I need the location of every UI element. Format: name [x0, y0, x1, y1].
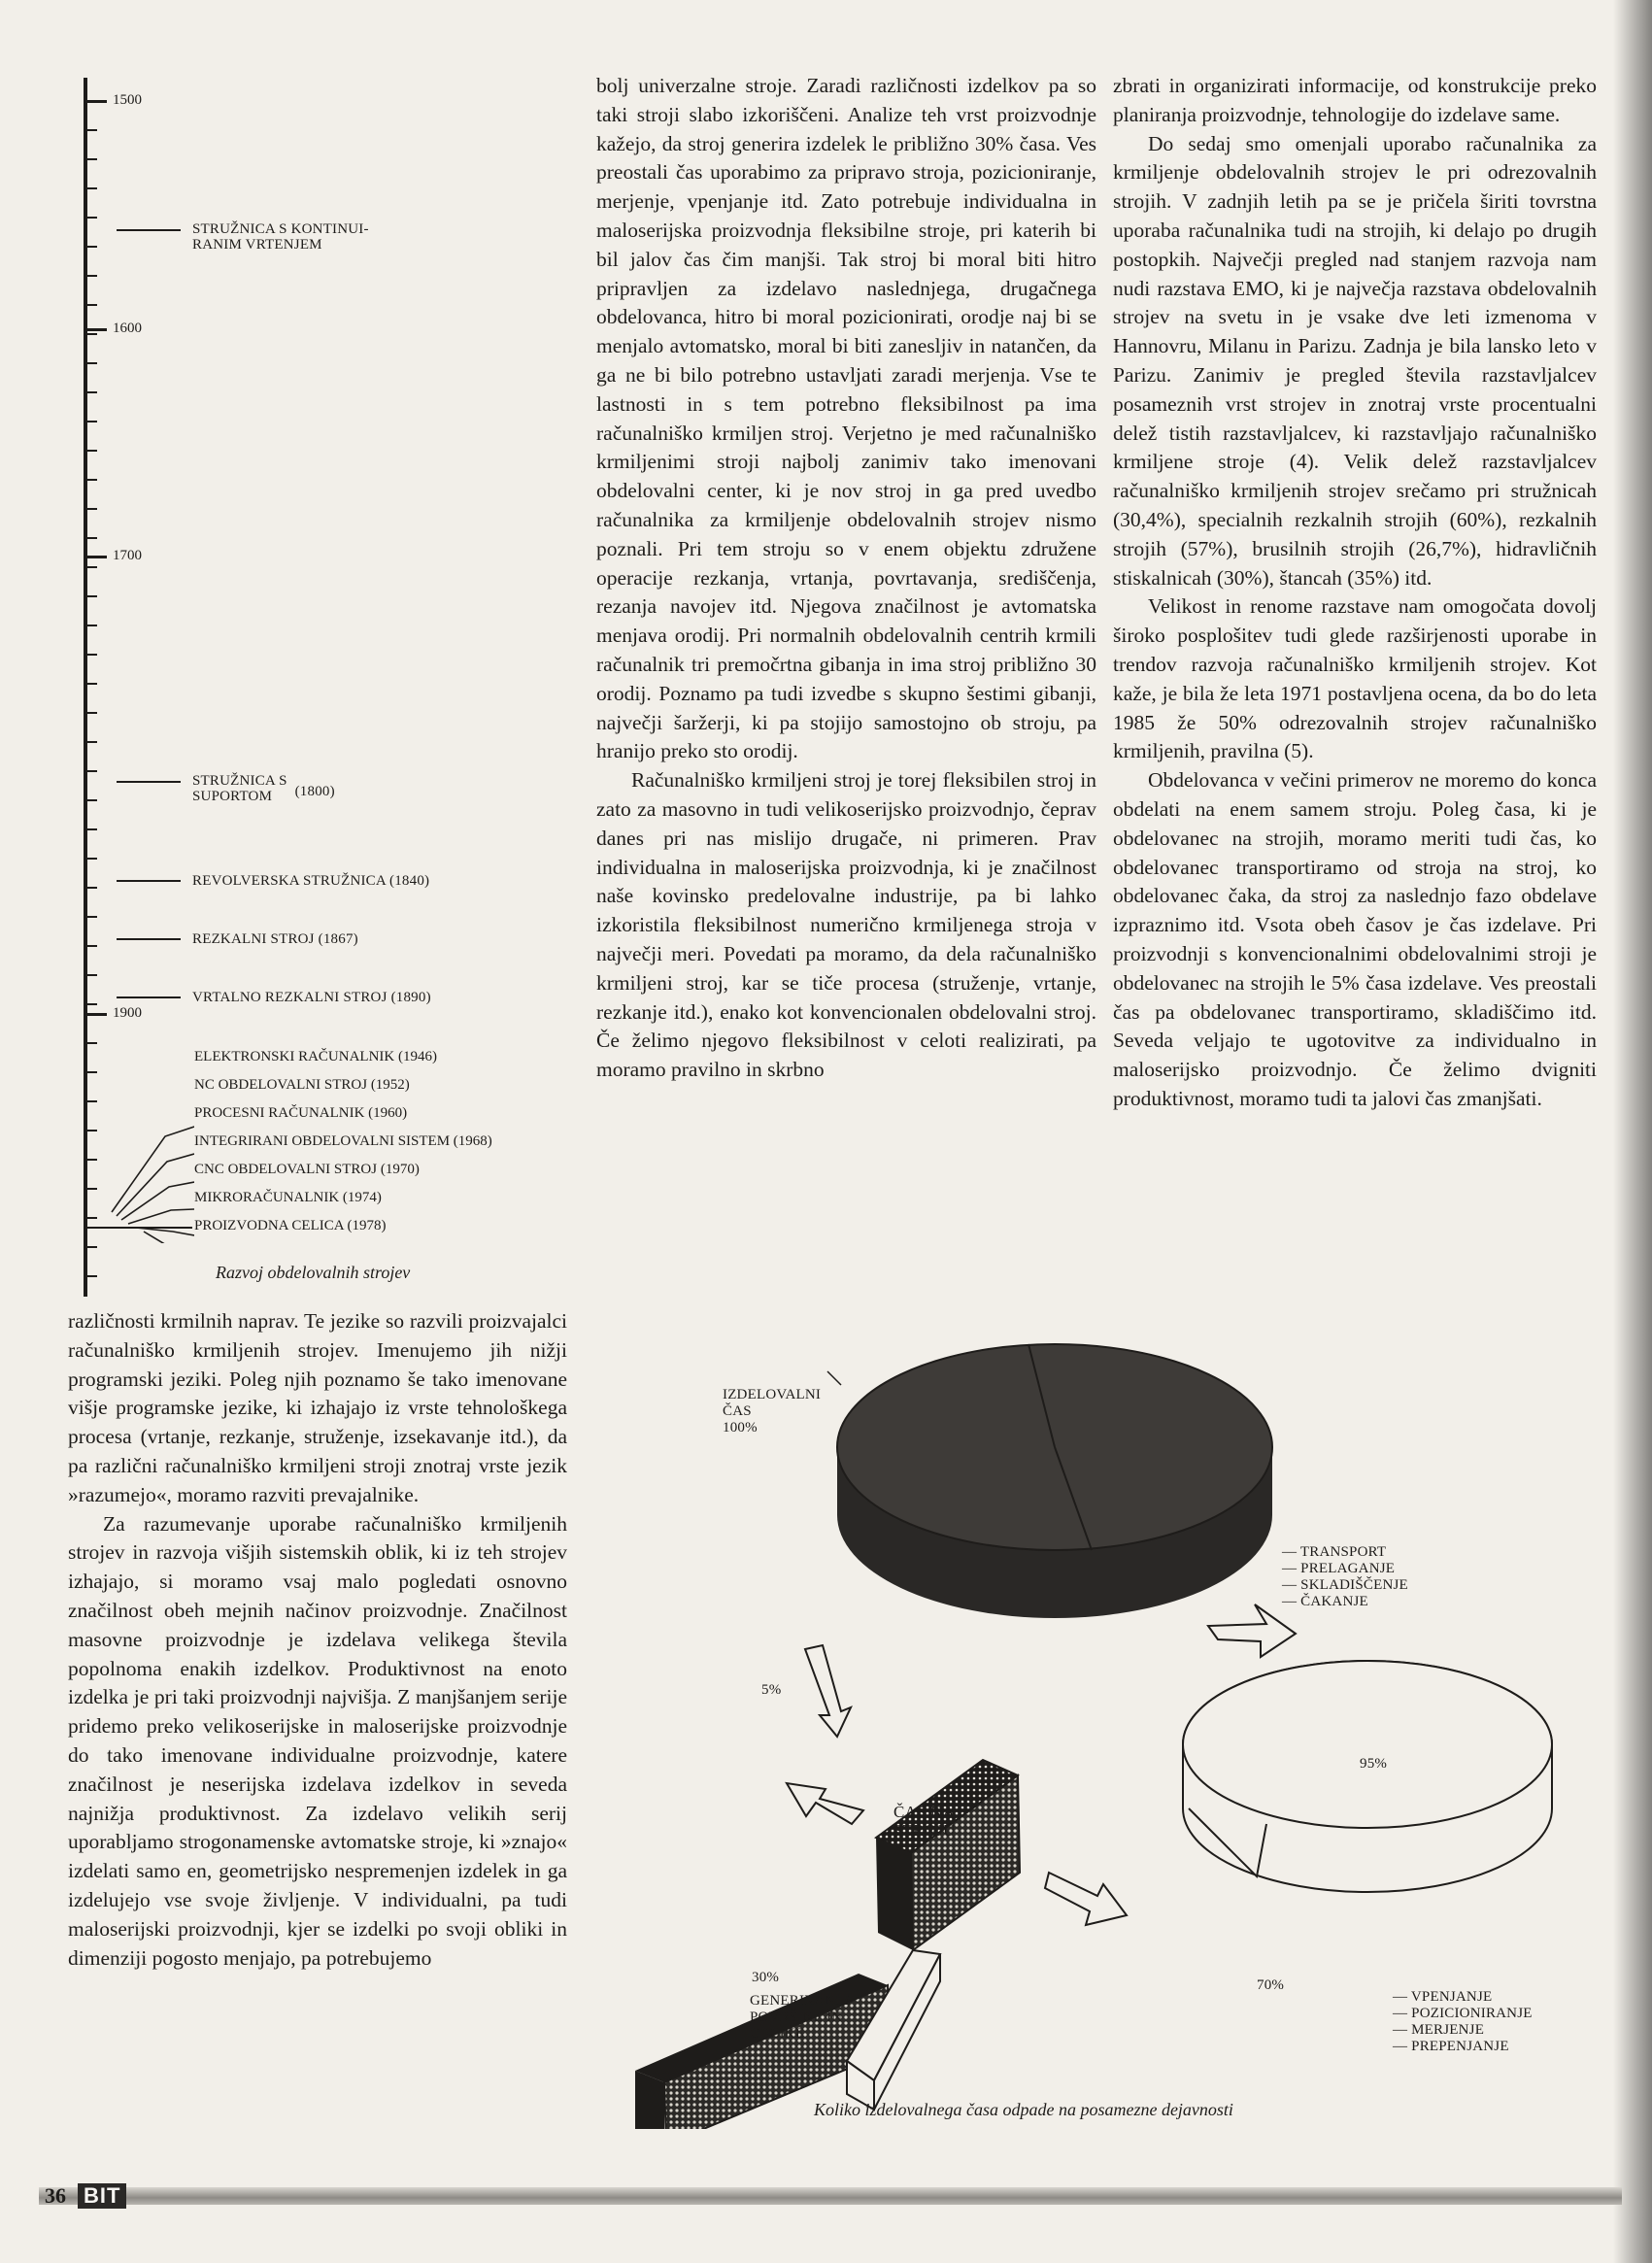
timeline-event: VRTALNO REZKALNI STROJ (1890) — [117, 989, 431, 1005]
timeline-tick — [84, 1071, 97, 1073]
timeline-tick — [84, 217, 97, 219]
timeline-tick — [84, 683, 97, 685]
timeline-tick — [84, 1188, 97, 1190]
page-number: 36 — [45, 2183, 66, 2208]
timeline-event: CNC OBDELOVALNI STROJ (1970) — [194, 1162, 420, 1177]
paragraph: Obdelovanca v večini primerov ne moremo do konca obdelati na enem samem stroju. Poleg časa, ki je obdelovanec na strojih, moramo meriti tudi čas, ko obdelovanec transportiramo od stroja na stroj, ko obdelovanec čaka, da stroj za naslednjo fazo obdelave izpraznimo itd. Vsota obeh časov je čas izdelave. Pri proizvodnji s konvencionalnimi obdelovalnimi stroji je obdelovanec na strojih le 5% časa izdelave. Ves preostali čas pa obdelovanec transportiramo, skladiščimo itd. Seveda veljajo te ugotovitve za individualno in maloserijsko proizvodnjo. Če želimo dvigniti produktivnost, moramo tudi ta jalovi čas zmanjšati. — [1113, 768, 1597, 1110]
timeline-event: NC OBDELOVALNI STROJ (1952) — [194, 1077, 410, 1093]
paragraph: bolj univerzalne stroje. Zaradi različnosti izdelkov pa so taki stroji slabo izkoriščeni. Analize teh vrst proizvodnje kažejo, da stroj generira izdelek le približno 30% časa. Ves preostali čas uporabimo za pripravo stroja, pozicioniranje, merjenje, vpenjanje itd. Zato potrebuje individualna in maloserijska proizvodnja fleksibilne stroje, pri katerih bi bil jalov čas čim manjši. Tak stroj bi moral biti hitro pripravljen za izdelavo naslednjega, drugačnega obdelovanca, hitro bi moral pozicionirati, orodje naj bi se menjalo avtomatsko, moral bi biti zanesljiv in natančen, da ga ne bi bilo potrebno ustavljati zaradi merjenja. Vse te lastnosti in s tem potrebno fleksibilnost pa ima računalniško krmiljen stroj. Verjetno je med računalniško krmiljenimi stroji najbolj zanimiv tako imenovani obdelovalni center, ki je nov stroj in ga pred uvedbo računalnika za krmiljenje obdelovalnih strojev nismo poznali. Pri tem stroju so v enem objektu združene operacije rezkanja, vrtanja, povrtavanja, središčenja, rezanja navojev itd. Njegova značilnost je avtomatska menjava orodij. Pri normalnih obdelovalnih centrih krmili računalnik tri premočrtna gibanja in ima stroj približno 30 orodij. Poznamo pa tudi izvedbe s skupno šestimi gibanji, največji šaržerji, ki pa stojijo samostojno ob stroju, pa hranijo preko sto orodij. — [596, 74, 1096, 763]
timeline-tick — [84, 362, 97, 364]
page-gutter-shadow — [1613, 0, 1652, 2263]
paragraph: Za razumevanje uporabe računalniško krmiljenih strojev in razvoja višjih sistemskih oblik, ki iz teh strojev izhajajo, si moramo vsaj malo pogledati osnovno značilnost obeh mejnih načinov proizvodnje. Značilnost masovne proizvodnje je izdelava velikega števila popolnoma enakih izdelkov. Produktivnost na enoto izdelka je pri taki proizvodnji najvišja. Z manjšanjem serije pridemo preko velikoserijske in maloserijske proizvodnje do tako imenovane individualne proizvodnje, katere značilnost je neserijska izdelava izdelkov in seveda najnižja produktivnost. Za izdelavo velikih serij uporabljamo strogonamenske avtomatske stroje, ki »znajo« izdelati samo en, geometrijsko nespremenjen izdelek in ga izdelujejo vse svoje življenje. V individualni, pa tudi maloserijski proizvodnji, kjer se izdelki po svoji obliki in dimenziji pogosto menjajo, pa potrebujemo — [68, 1511, 567, 1970]
machine-time-wedge — [876, 1760, 1020, 1950]
timeline-year: 1500 — [113, 92, 142, 108]
timeline-tick — [84, 858, 97, 860]
timeline-tick — [84, 333, 97, 335]
article-column-right — [1113, 72, 1597, 1114]
timeline-tick — [84, 595, 97, 597]
timeline-tick — [84, 129, 97, 131]
setup-activities-list: — VPENJANJE — POZICIONIRANJE — MERJENJE — PREPENJANJE — [1393, 1989, 1533, 2054]
timeline-tick — [84, 741, 97, 743]
timeline-tick — [84, 275, 97, 277]
pct-70-label: 70% — [1257, 1977, 1285, 1993]
timeline-year: 1900 — [113, 1005, 142, 1021]
machine-time-label: ČAS NA STROJU — [893, 1803, 956, 1840]
timeline-tick — [84, 1013, 107, 1016]
timeline-tick — [84, 304, 97, 306]
waiting-time-disc — [1183, 1661, 1552, 1892]
figure-caption: Koliko izdelovalnega časa odpade na posamezne dejavnosti — [814, 2100, 1233, 2119]
timeline-tick — [84, 828, 97, 830]
timeline-tick — [84, 328, 107, 331]
timeline-event: REZKALNI STROJ (1867) — [117, 930, 358, 947]
timeline-tick — [84, 246, 97, 248]
timeline-tick — [84, 158, 97, 160]
timeline-tick — [84, 391, 97, 393]
total-time-label: IZDELOVALNI ČAS 100% — [723, 1387, 822, 1435]
timeline-tick — [84, 1217, 97, 1219]
timeline-event: MIKRORAČUNALNIK (1974) — [194, 1190, 382, 1205]
timeline-tick — [84, 770, 97, 772]
timeline-caption: Razvoj obdelovalnih strojev — [216, 1263, 411, 1282]
timeline-tick — [84, 508, 97, 510]
article-column-left — [68, 1307, 567, 1973]
waiting-activities-list: — TRANSPORT — PRELAGANJE — SKLADIŠČENJE — ČAKANJE — [1282, 1544, 1408, 1609]
timeline-tick — [84, 1159, 97, 1161]
timeline-tick — [84, 566, 97, 568]
paragraph: Računalniško krmiljeni stroj je torej fleksibilen stroj in zato za masovno in tudi velikoserijsko proizvodnjo, čeprav danes pri nas mislijo drugače, ni primeren. Prav individualna in maloserijska proizvodnja, ki je značilnost naše kovinsko predelovalne industrije, pa bi lahko izkoristila fleksibilnost numerično krmiljenega stroja v največji meri. Povedati pa moramo, da dela računalniško krmiljeni stroj, kar se tiče procesa (struženje, vrtanje, rezkanje itd.), enako kot konvencionalen obdelovalni stroj. Če želimo njegovo fleksibilnost v celoti realizirati, pa moramo pravilno in skrbno — [596, 768, 1096, 1082]
paragraph: različnosti krmilnih naprav. Te jezike so razvili proizvajalci računalniško krmiljenih strojev. Imenujemo jih nižji programski jeziki. Poleg njih poznamo še tako imenovane višje programske jezike, ki izhajajo iz vrste tehnološkega procesa (vrtanje, rezkanje, struženje, izsekavanje itd.), da pa različni računalniško krmiljeni stroji znotraj vrste jezik »razumejo«, moramo razviti prevajalnike. — [68, 1309, 567, 1506]
timeline-event: PROCESNI RAČUNALNIK (1960) — [194, 1105, 408, 1121]
timeline-event: PROIZVODNA CELICA (1978) — [194, 1218, 387, 1233]
paragraph: zbrati in organizirati informacije, od konstrukcije preko planiranja proizvodnje, tehnologije do izdelave same. — [1113, 74, 1597, 126]
paragraph: Velikost in renome razstave nam omogočata dovolj široko posplošitev tudi glede razširjenosti uporabe in trendov razvoja računalniško krmiljenih strojev. Kot kaže, je bila že leta 1971 postavljena ocena, da bo do leta 1985 že 50% odrezovalnih strojev računalniško krmiljenih, pravilna (5). — [1113, 594, 1597, 763]
timeline-connector — [84, 1227, 192, 1229]
article-column-middle — [596, 72, 1096, 1085]
timeline-tick — [84, 1100, 97, 1102]
timeline-tick — [84, 1275, 97, 1277]
timeline-event: STRUŽNICA S KONTINUI- RANIM VRTENJEM — [117, 221, 369, 253]
timeline-tick — [84, 625, 97, 626]
timeline-tick — [84, 799, 97, 801]
magazine-logo: BIT — [78, 2183, 126, 2209]
timeline-tick — [84, 945, 97, 947]
timeline-tick — [84, 916, 97, 918]
timeline-tick — [84, 450, 97, 452]
total-time-disc — [837, 1344, 1272, 1618]
generating-label: GENERIRANJE POVRŠINE IN OBLIKE — [750, 1993, 851, 2042]
timeline-tick — [84, 421, 97, 422]
timeline-event: STRUŽNICA S SUPORTOM (1800) — [117, 773, 335, 804]
paragraph: Do sedaj smo omenjali uporabo računalnika za krmiljenje obdelovalnih strojev le pri odrezovalnih strojih. V zadnjih letih pa se je pričela širiti tovrstna uporaba računalnika tudi na strojih, ki delajo po drugih postopkih. Največji pregled nad stanjem razvoja nam nudi razstava EMO, ki je največja razstava obdelovalnih strojev na svetu in je vsake dve leti izmenoma v Hannovru, Milanu in Parizu. Zadnja je bila lansko leto v Parizu. Zanimiv je pregled števila razstavljalcev posameznih vrst strojev in znotraj vrste procentualni delež tistih razstavljalcev, ki razstavljajo računalniško krmiljene stroje (4). Velik delež razstavljalcev računalniško krmiljenih strojev srečamo pri stružnicah (30,4%), specialnih rezkalnih strojih (60%), rezkalnih strojih (57%), brusilnih strojih (26,7%), hidravličnih stiskalnicah (30%), štancah (35%) itd. — [1113, 131, 1597, 590]
timeline-tick — [84, 1042, 97, 1044]
footer-bar — [39, 2187, 1622, 2205]
timeline-axis — [84, 78, 87, 1297]
timeline-fan-lines — [107, 1049, 194, 1243]
timeline-tick — [84, 556, 107, 558]
timeline-tick — [84, 712, 97, 714]
timeline-year: 1600 — [113, 321, 142, 336]
timeline-year: 1700 — [113, 548, 142, 563]
timeline-tick — [84, 100, 107, 103]
pct-30-label: 30% — [752, 1970, 780, 1985]
timeline-tick — [84, 187, 97, 189]
machine-timeline — [68, 78, 612, 1301]
page-footer — [39, 2181, 1622, 2211]
timeline-event: INTEGRIRANI OBDELOVALNI SISTEM (1968) — [194, 1133, 492, 1149]
timeline-tick — [84, 1130, 97, 1132]
timeline-tick — [84, 479, 97, 481]
time-breakdown-figure — [587, 1333, 1616, 2129]
timeline-event: REVOLVERSKA STRUŽNICA (1840) — [117, 872, 429, 889]
pct-95-label: 95% — [1360, 1756, 1388, 1772]
timeline-event: ELEKTRONSKI RAČUNALNIK (1946) — [194, 1049, 437, 1064]
timeline-tick — [84, 537, 97, 539]
timeline-tick — [84, 974, 97, 976]
timeline-tick — [84, 1246, 97, 1248]
timeline-tick — [84, 1003, 97, 1005]
timeline-tick — [84, 887, 97, 889]
pct-5-label: 5% — [761, 1682, 782, 1698]
timeline-tick — [84, 654, 97, 656]
